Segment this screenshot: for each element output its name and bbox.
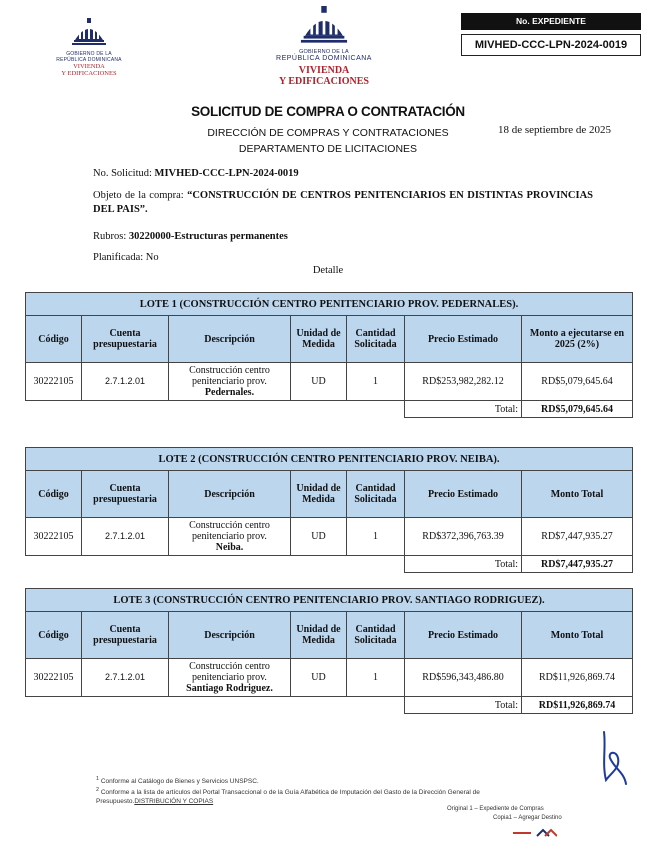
cell-descripcion xyxy=(169,363,291,401)
header-monto: Monto Total xyxy=(522,612,633,659)
lote-table xyxy=(25,447,633,573)
desc-place: Santiago Rodriguez. xyxy=(186,683,273,694)
expediente-value: MIVHED-CCC-LPN-2024-0019 xyxy=(461,34,641,56)
logo-left-line2: REPÚBLICA DOMINICANA xyxy=(56,57,122,63)
planificada-line xyxy=(93,252,159,263)
lote-title-desc: (CONSTRUCCIÓN CENTRO PENITENCIARIO PROV. NEIBA). xyxy=(198,453,500,465)
header-unidad: Unidad de Medida xyxy=(291,612,347,659)
cell-cuenta: 2.7.1.2.01 xyxy=(82,518,169,556)
fecha: 18 de septiembre de 2025 xyxy=(498,124,612,136)
header-cuenta: Cuenta presupuestaria xyxy=(82,612,169,659)
table-row xyxy=(26,518,633,556)
lote-title-number: LOTE 2 xyxy=(158,453,199,465)
planificada-value: No xyxy=(145,252,159,263)
footnote-2 xyxy=(96,787,566,796)
solicitud-label: No. Solicitud: xyxy=(93,168,152,179)
footnote-2b-text: Presupuesto. xyxy=(96,798,135,805)
logo-center xyxy=(262,6,386,87)
lote-title xyxy=(26,293,633,316)
cell-descripcion xyxy=(169,659,291,697)
brand-mark-icon xyxy=(513,828,557,838)
desc-place: Neiba. xyxy=(215,542,244,553)
total-value: RD$11,926,869.74 xyxy=(522,697,633,714)
cell-monto: RD$11,926,869.74 xyxy=(522,659,633,697)
total-value: RD$5,079,645.64 xyxy=(522,401,633,418)
objeto-value: “CONSTRUCCIÓN DE CENTROS PENITENCIARIOS EN DISTINTAS PROVINCIAS DEL PAIS”. xyxy=(93,190,593,215)
table-row xyxy=(26,659,633,697)
lote-title-desc: (CONSTRUCCIÓN CENTRO PENITENCIARIO PROV. PEDERNALES). xyxy=(179,298,519,310)
objeto-label: Objeto de la compra: xyxy=(93,190,184,201)
solicitud-line xyxy=(93,168,299,179)
header-precio: Precio Estimado xyxy=(405,471,522,518)
rubros-label: Rubros: xyxy=(93,231,127,242)
lote-title-desc: (CONSTRUCCIÓN CENTRO PENITENCIARIO PROV. SANTIAGO RODRIGUEZ). xyxy=(153,594,545,606)
logo-left-line1: GOBIERNO DE LA xyxy=(66,51,112,57)
header-monto: Monto a ejecutarse en 2025 (2%) xyxy=(522,316,633,363)
desc-text: Construcción centro penitenciario prov. xyxy=(189,365,270,387)
header-cuenta: Cuenta presupuestaria xyxy=(82,471,169,518)
dome-logo-icon xyxy=(300,6,348,44)
direccion: DIRECCIÓN DE COMPRAS Y CONTRATACIONES xyxy=(207,127,449,139)
cell-codigo: 30222105 xyxy=(26,659,82,697)
departamento: DEPARTAMENTO DE LICITACIONES xyxy=(238,143,418,155)
detalle-heading: Detalle xyxy=(312,265,344,276)
header-unidad: Unidad de Medida xyxy=(291,471,347,518)
original-line: Original 1 – Expediente de Compras xyxy=(447,806,544,812)
footnote-2-text: Conforme a la lista de artículos del Portal Transaccional o de la Guía Alfabética de Imputación del Gasto de la Dirección General de xyxy=(100,789,480,797)
cell-codigo: 30222105 xyxy=(26,518,82,556)
desc-text: Construcción centro penitenciario prov. xyxy=(189,661,270,683)
lote-title-number: LOTE 3 xyxy=(113,594,154,606)
header-cantidad: Cantidad Solicitada xyxy=(347,316,405,363)
cell-cuenta: 2.7.1.2.01 xyxy=(82,659,169,697)
lote-title-number: LOTE 1 xyxy=(139,298,180,310)
header-cantidad: Cantidad Solicitada xyxy=(347,471,405,518)
distribucion-label: DISTRIBUCIÓN Y COPIAS xyxy=(134,798,214,805)
header-codigo: Código xyxy=(26,316,82,363)
header-monto: Monto Total xyxy=(522,471,633,518)
logo-left-line4: Y EDIFICACIONES xyxy=(61,70,117,77)
cell-unidad: UD xyxy=(291,518,347,556)
lote-title xyxy=(26,448,633,471)
signature-mark xyxy=(590,728,634,788)
rubros-line xyxy=(93,231,288,242)
cell-precio: RD$253,982,282.12 xyxy=(405,363,522,401)
header-cantidad: Cantidad Solicitada xyxy=(347,612,405,659)
total-label: Total: xyxy=(405,401,522,418)
header-precio: Precio Estimado xyxy=(405,612,522,659)
header-descripcion: Descripción xyxy=(169,471,291,518)
total-label: Total: xyxy=(405,556,522,573)
logo-center-line2: REPÚBLICA DOMINICANA xyxy=(276,55,372,62)
desc-text: Construcción centro penitenciario prov. xyxy=(189,520,270,542)
logo-left-line3: VIVIENDA xyxy=(73,63,105,70)
dome-logo-icon xyxy=(72,18,106,46)
cell-descripcion xyxy=(169,518,291,556)
cell-unidad: UD xyxy=(291,363,347,401)
page-title: SOLICITUD DE COMPRA O CONTRATACIÓN xyxy=(191,104,465,119)
cell-cuenta: 2.7.1.2.01 xyxy=(82,363,169,401)
total-value: RD$7,447,935.27 xyxy=(522,556,633,573)
header-descripcion: Descripción xyxy=(169,612,291,659)
header-descripcion: Descripción xyxy=(169,316,291,363)
logo-center-line3: VIVIENDA xyxy=(298,65,350,76)
header-unidad: Unidad de Medida xyxy=(291,316,347,363)
planificada-label: Planificada: xyxy=(93,252,144,263)
header-codigo: Código xyxy=(26,612,82,659)
lote-title xyxy=(26,589,633,612)
cell-monto: RD$7,447,935.27 xyxy=(522,518,633,556)
rubros-value: 30220000-Estructuras permanentes xyxy=(128,231,288,242)
cell-cantidad: 1 xyxy=(347,518,405,556)
cell-cantidad: 1 xyxy=(347,659,405,697)
cell-monto: RD$5,079,645.64 xyxy=(522,363,633,401)
desc-place: Pedernales. xyxy=(204,387,255,398)
total-label: Total: xyxy=(405,697,522,714)
header-cuenta: Cuenta presupuestaria xyxy=(82,316,169,363)
header-precio: Precio Estimado xyxy=(405,316,522,363)
footnote-1-text: Conforme al Catálogo de Bienes y Servicios UNSPSC. xyxy=(100,778,259,786)
cell-codigo: 30222105 xyxy=(26,363,82,401)
logo-center-line1: GOBIERNO DE LA xyxy=(299,49,349,55)
logo-left xyxy=(52,18,126,77)
copia-line: Copia1 – Agregar Destino xyxy=(493,815,562,821)
cell-precio: RD$372,396,763.39 xyxy=(405,518,522,556)
footnote-1 xyxy=(96,776,259,785)
footnote-1-num: 1 xyxy=(96,776,100,782)
logo-center-line4: Y EDIFICACIONES xyxy=(279,76,369,87)
expediente-label: No. EXPEDIENTE xyxy=(461,13,641,30)
lote-table xyxy=(25,588,633,714)
lote-table xyxy=(25,292,633,418)
header-codigo: Código xyxy=(26,471,82,518)
cell-unidad: UD xyxy=(291,659,347,697)
cell-precio: RD$596,343,486.80 xyxy=(405,659,522,697)
cell-cantidad: 1 xyxy=(347,363,405,401)
objeto-line xyxy=(93,189,593,217)
footnote-2-num: 2 xyxy=(96,787,100,793)
table-row xyxy=(26,363,633,401)
solicitud-value: MIVHED-CCC-LPN-2024-0019 xyxy=(154,168,299,179)
footnote-2b xyxy=(96,798,213,805)
